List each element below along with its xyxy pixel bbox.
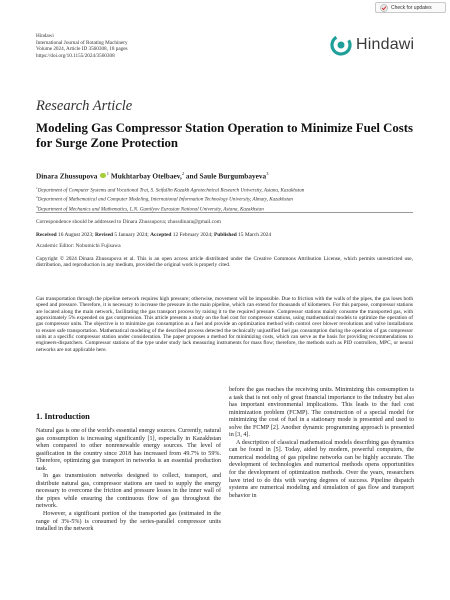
article-title: Modeling Gas Compressor Station Operation to Minimize Fuel Costs for Surge Zone Protection	[36, 121, 414, 150]
author-name[interactable]: Dinara Zhussupova	[36, 171, 98, 181]
author-sup: 3	[266, 171, 269, 176]
correspondence: Correspondence should be addressed to Dinara Zhussupova; zhussdinara@gmail.com	[36, 219, 221, 225]
author-sup: 2	[181, 171, 185, 176]
copyright-notice: Copyright © 2024 Dinara Zhussupova et al. This is an open access article distributed under the Creative Commons Attribution License, which permits unrestricted use, distribution, and reproduction in any medium, provided the original work is properly cited.	[36, 256, 413, 269]
journal-name: International Journal of Rotating Machinery	[36, 39, 128, 46]
body-paragraph: before the gas reaches the receiving units. Minimizing this consumption is a task that is not only of great financial importance to the industry but also has important environmental implications. This leads to the fuel cost minimization problem (FCMP). The construction of a special model for minimizing the cost of fuel in a stationary mode is presented and used to solve the FCMP [2]. Another dynamic programming approach is presented in [3, 4].	[229, 387, 414, 439]
affiliation-sup: 3	[36, 204, 38, 209]
academic-editor: Academic Editor: Nobumichi Fujisawa	[36, 243, 121, 249]
received-label: Received	[36, 232, 57, 238]
journal-volume: Volume 2024, Article ID 3560308, 18 pages	[36, 46, 128, 53]
hindawi-logo-icon	[330, 34, 352, 56]
accepted-label: Accepted	[150, 232, 172, 238]
author-list	[36, 171, 268, 180]
crossmark-icon	[380, 4, 388, 12]
body-column-right	[229, 387, 414, 500]
journal-publisher: Hindawi	[36, 33, 54, 39]
affiliation-sup: 1	[36, 186, 38, 190]
body-column-left	[36, 428, 221, 534]
published-label: Published	[213, 232, 237, 238]
article-dates	[36, 232, 271, 238]
affiliation	[36, 194, 304, 203]
affiliation-sup: 2	[36, 195, 38, 200]
affiliation-text: Department of Computer Systems and Vocational Trai, S. Seifullin Kazakh Agrotechnical Research University, Astana, Kazakhstan	[37, 187, 305, 194]
body-paragraph: A description of classical mathematical models describing gas dynamics can be found in [5]. Today, aided by modern, powerful computers, the numerical modeling of gas pipeline networks can be highly accurate. The development of technologies and numerical methods opens opportunities for the development of optimization methods. Over the years, researchers have tried to do this with varying degrees of success. Pipeline dispatch systems are numerical modeling and simulation of gas flow and transport behavior in	[229, 439, 414, 499]
publisher-name: Hindawi	[356, 36, 415, 53]
published-date: 15 March 2024	[238, 232, 272, 238]
accepted-date: 12 February 2024;	[172, 232, 213, 238]
author-name[interactable]: Mukhtarbay Otelbaev,	[110, 171, 182, 181]
check-updates-label: Check for updates	[391, 4, 432, 11]
received-date: 16 August 2023;	[58, 232, 94, 238]
orcid-icon[interactable]	[100, 173, 106, 179]
revised-date: 5 January 2024;	[114, 232, 149, 238]
section-heading: 1. Introduction	[36, 412, 90, 421]
body-paragraph: In gas transmission networks designed to collect, transport, and distribute natural gas, compressor stations are used to supply the energy necessary to overcome the friction and pressure losses in the inner wall of the pipes while ensuring the continuous flow of gas throughout the network.	[36, 473, 221, 510]
publisher-logo	[330, 34, 414, 56]
abstract: Gas transportation through the pipeline network requires high pressure; otherwise, movement will be impossible. Due to friction with the walls of the pipes, the gas loses both speed and pressure. Therefore, it is necessary to increase the pressure in the main pipeline, which can extend for thousands of kilometers. For this purpose, compressor stations are located along the main network, facilitating the gas transport process by raising it to the required pressure. Compressor stations mainly consume the transported gas, with approximately 5% expended on gas compression. This article presents a study on the fuel cost for compressor stations, using mathematical models to optimize the operation of gas compressor units. The objective is to minimize gas consumption as a fuel and provide an optimization method with control over blower revolutions and valve installations to ensure safe transportation. Mathematical modeling of the described process detected the technically unjustified fuel gas consumption during the operation of gas compressor units at a specific compressor station under consideration. The paper proposes a method for minimizing costs, which can serve as the basis for providing recommendations to engineers-dispatchers. Compressor stations of the type under study lack measuring instruments for mass flow; therefore, the methods such as PID controllers, MPC, or neural networks are not applicable here.	[36, 296, 413, 353]
article-type: Research Article	[36, 98, 133, 114]
body-paragraph: However, a significant portion of the transported gas (estimated in the range of 3%-5%) is consumed by the series-parallel compressor units installed in the network	[36, 511, 221, 533]
check-updates-button[interactable]	[375, 2, 446, 13]
body-paragraph: Natural gas is one of the world's essential energy sources. Currently, natural gas consumption is increasing significantly [1], especially in Kazakhstan when compared to other nonrenewable energy sources. The level of gasification in the country since 2018 has increased from 49.7% to 59%. Therefore, optimizing gas transport in networks is an essential production task.	[36, 428, 221, 472]
journal-doi[interactable]: https://doi.org/10.1155/2024/3560308	[36, 52, 115, 59]
affiliation-text: Department of Mathematical and Computer Modeling, International Information Technology University, Almaty, Kazakhstan	[37, 196, 293, 203]
revised-label: Revised	[95, 232, 113, 238]
author-sup: 1	[106, 171, 110, 176]
divider	[36, 212, 413, 213]
affiliations	[36, 185, 304, 213]
author-name[interactable]: and Saule Burgumbayeva	[185, 171, 267, 181]
affiliation	[36, 185, 304, 194]
affiliation-text: Department of Mechanics and Mathematics, L.N. Gumilyov Eurasian National University, Astana, Kazakhstan	[37, 206, 264, 213]
journal-meta	[36, 33, 128, 59]
